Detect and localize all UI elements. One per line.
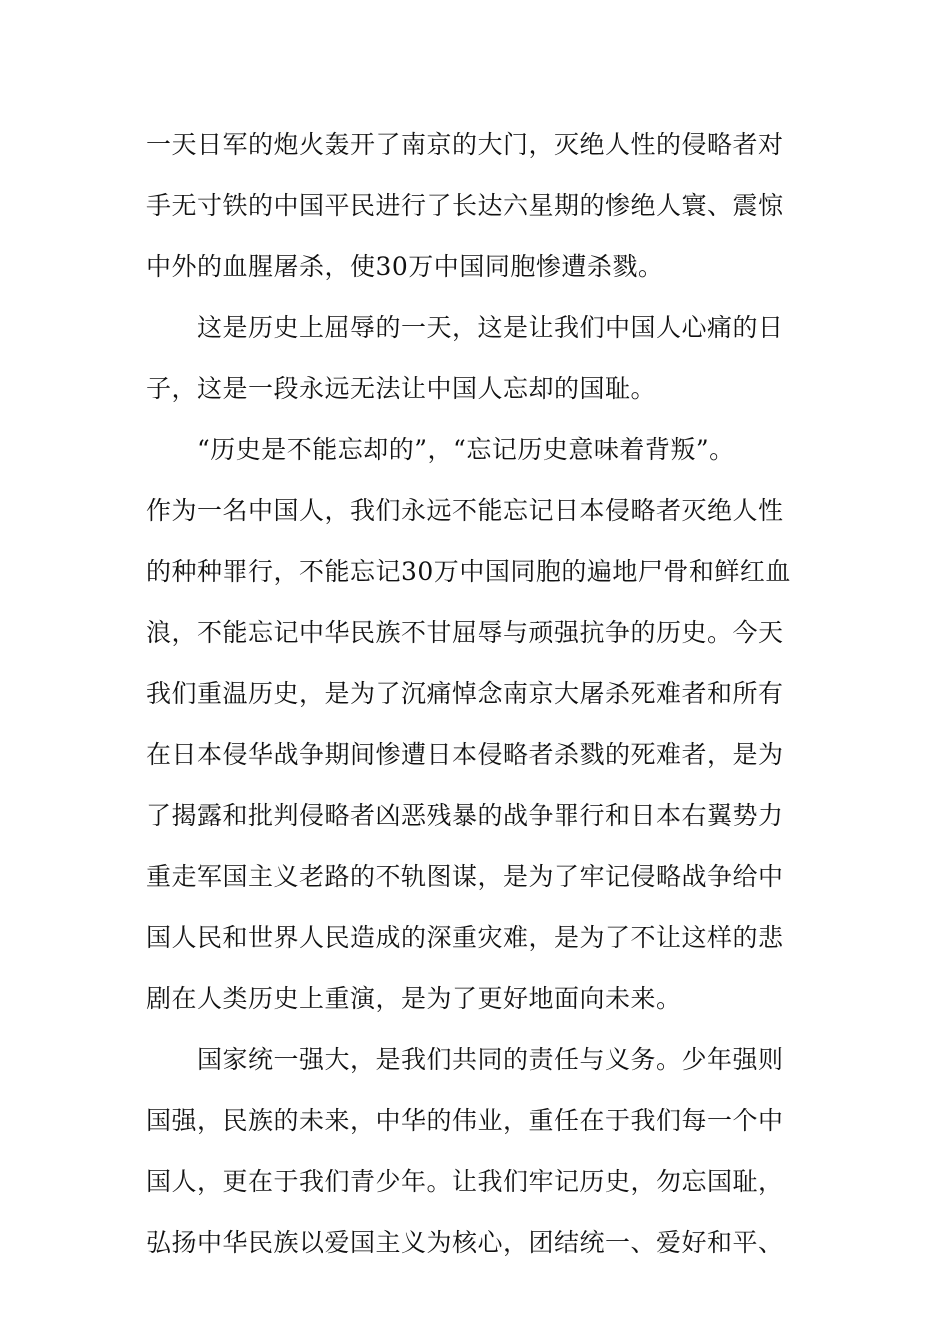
text-line: 重走军国主义老路的不轨图谋，是为了牢记侵略战争给中: [146, 862, 784, 891]
text-line: 子，这是一段永远无法让中国人忘却的国耻。: [146, 374, 657, 403]
text-line: 的种种罪行，不能忘记30万中国同胞的遍地尸骨和鲜红血: [146, 557, 791, 586]
text-line: 一天日军的炮火轰开了南京的大门，灭绝人性的侵略者对: [146, 130, 784, 159]
text-line: 这是历史上屈辱的一天，这是让我们中国人心痛的日: [197, 313, 784, 342]
text-line: 国强，民族的未来，中华的伟业，重任在于我们每一个中: [146, 1106, 784, 1135]
text-line: 我们重温历史，是为了沉痛悼念南京大屠杀死难者和所有: [146, 679, 784, 708]
text-line: 浪，不能忘记中华民族不甘屈辱与顽强抗争的历史。今天: [146, 618, 784, 647]
text-line: 在日本侵华战争期间惨遭日本侵略者杀戮的死难者，是为: [146, 740, 784, 769]
text-line: 弘扬中华民族以爱国主义为核心，团结统一、爱好和平、: [146, 1228, 784, 1257]
text-line: 中外的血腥屠杀，使30万中国同胞惨遭杀戮。: [146, 252, 664, 281]
text-line: 国人，更在于我们青少年。让我们牢记历史，勿忘国耻，: [146, 1167, 784, 1196]
text-line: 剧在人类历史上重演，是为了更好地面向未来。: [146, 984, 682, 1013]
text-line: 了揭露和批判侵略者凶恶残暴的战争罪行和日本右翼势力: [146, 801, 784, 830]
text-line: 作为一名中国人，我们永远不能忘记日本侵略者灭绝人性: [146, 496, 784, 525]
text-line: 国家统一强大，是我们共同的责任与义务。少年强则: [197, 1045, 784, 1074]
text-line: 国人民和世界人民造成的深重灾难，是为了不让这样的悲: [146, 923, 784, 952]
text-line: 手无寸铁的中国平民进行了长达六星期的惨绝人寰、震惊: [146, 191, 784, 220]
text-line: “历史是不能忘却的”，“忘记历史意味着背叛”。: [197, 435, 735, 464]
